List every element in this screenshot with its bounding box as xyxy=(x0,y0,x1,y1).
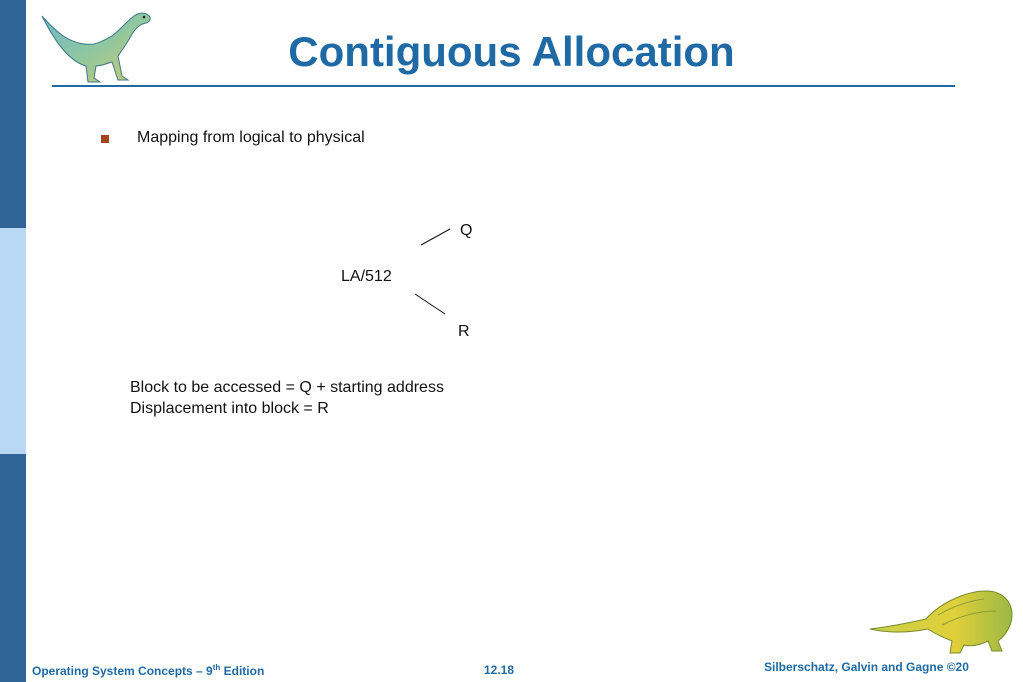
page-title: Contiguous Allocation xyxy=(288,28,735,75)
remainder-label: R xyxy=(458,323,470,340)
dividend-label: LA/512 xyxy=(341,268,392,285)
footer-book-title: Operating System Concepts – 9th Edition xyxy=(32,663,265,678)
note-line: Block to be accessed = Q + starting address xyxy=(130,379,444,396)
page-number: 12.18 xyxy=(484,663,515,677)
note-line: Displacement into block = R xyxy=(130,400,329,417)
bullet-text: Mapping from logical to physical xyxy=(137,129,365,146)
dinosaur-icon xyxy=(868,585,1016,655)
remainder-line xyxy=(415,294,445,314)
quotient-line xyxy=(421,229,450,245)
footer-copyright: Silberschatz, Galvin and Gagne ©20 xyxy=(764,660,969,674)
quotient-label: Q xyxy=(460,222,473,239)
